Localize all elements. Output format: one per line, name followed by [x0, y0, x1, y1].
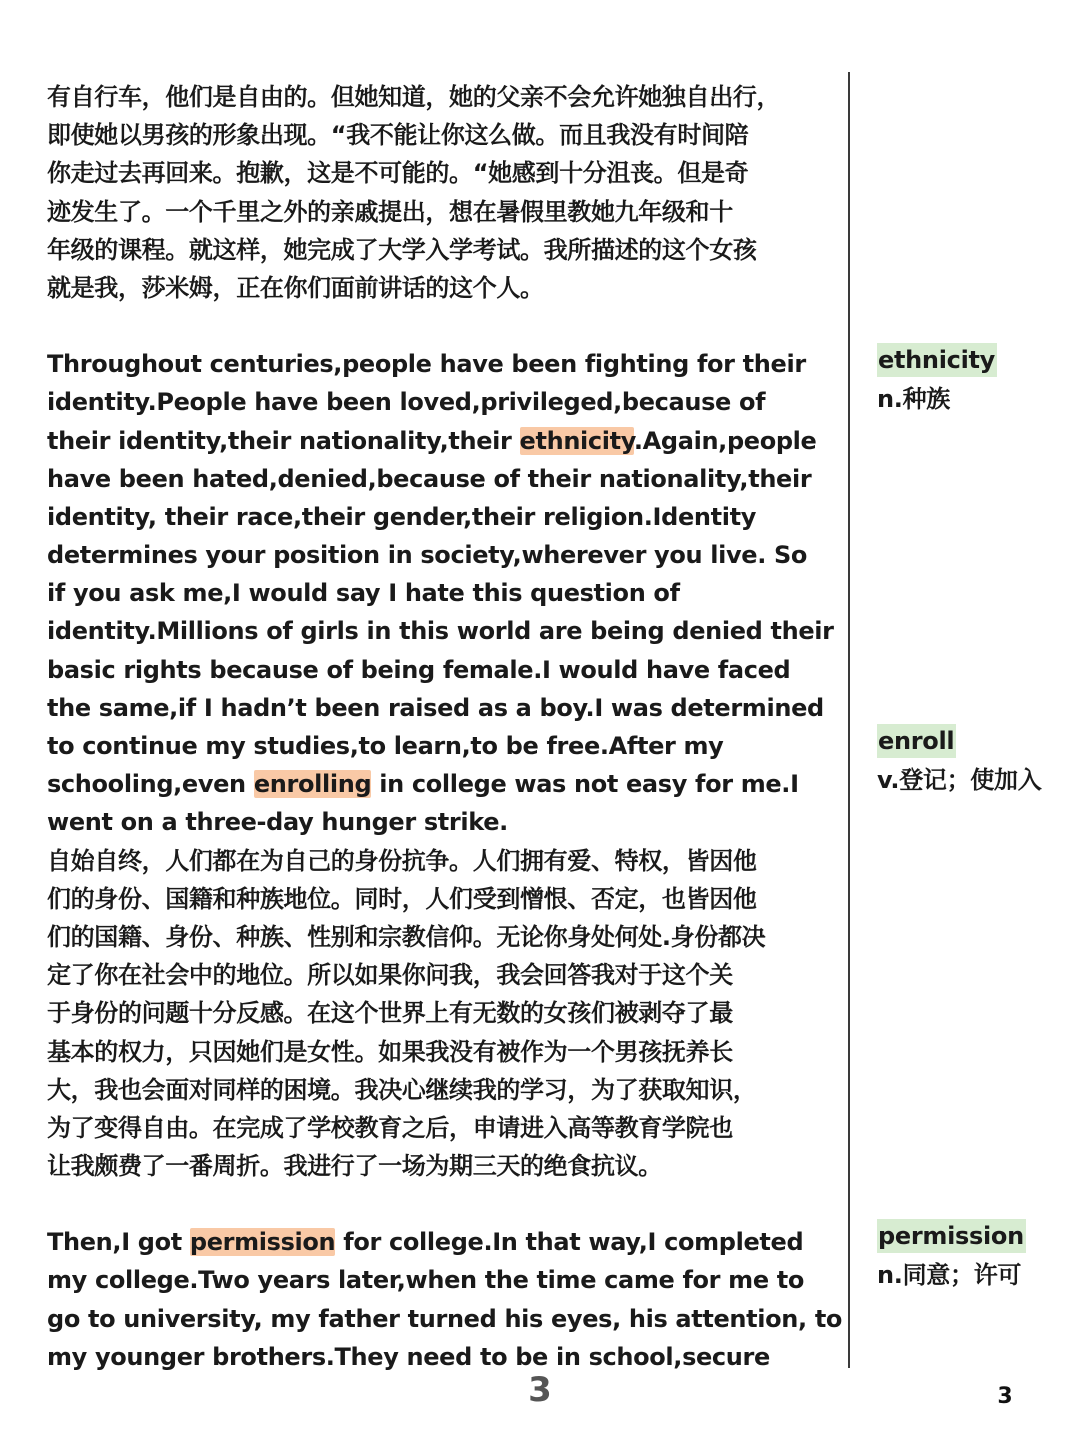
- paragraph-english-2: [47, 345, 834, 841]
- text-line: went on a three-day hunger strike.: [47, 808, 508, 837]
- text-line: to continue my studies,to learn,to be free.After my: [47, 732, 724, 760]
- page-number: 3: [528, 1370, 552, 1410]
- text-line: the same,if I hadn’t been raised as a boy.I was determined: [47, 693, 824, 722]
- text-line: 基本的权力，只因她们是女性。如果我没有被作为一个男孩抚养长: [47, 1037, 733, 1066]
- text-line: identity.Millions of girls in this world are being denied their: [47, 617, 834, 646]
- highlighted-word-enrolling: enrolling: [253, 770, 372, 799]
- highlighted-word-ethnicity: ethnicity: [519, 426, 634, 455]
- text-fragment: Then,I got: [47, 1228, 190, 1257]
- text-fragment: their identity,their nationality,their: [47, 426, 520, 455]
- text-fragment: .Again,people: [633, 426, 817, 455]
- vocab-word: enroll: [877, 724, 956, 758]
- text-line: 即使她以男孩的形象出现。“我不能让你这么做。而且我没有时间陪: [47, 121, 749, 150]
- text-line: 你走过去再回来。抱歉，这是不可能的。“她感到十分沮丧。但是奇: [47, 159, 749, 188]
- column-divider: [848, 72, 850, 1368]
- text-line: 迹发生了。一个千里之外的亲戚提出，想在暑假里教她九年级和十: [47, 197, 733, 226]
- text-line: my college.Two years later,when the time came for me to: [47, 1266, 805, 1295]
- text-line: if you ask me,I would say I hate this question of: [47, 579, 680, 608]
- text-line: 就是我，莎米姆，正在你们面前讲话的这个人。: [47, 273, 544, 302]
- page-number-corner: 3: [997, 1384, 1013, 1409]
- passage: [47, 78, 843, 1376]
- vocab-word: permission: [877, 1219, 1026, 1253]
- vocab-definition: v.登记；使加入: [877, 766, 1042, 794]
- text-line: go to university, my father turned his eyes, his attention, to: [47, 1304, 843, 1333]
- text-line: have been hated,denied,because of their nationality,their: [47, 464, 812, 493]
- text-line: [47, 422, 827, 460]
- text-line: basic rights because of being female.I would have faced: [47, 655, 791, 684]
- vocab-entry-permission: [877, 1219, 1026, 1295]
- text-line: identity.People have been loved,privileged,because of: [47, 388, 766, 417]
- text-line: 让我颇费了一番周折。我进行了一场为期三天的绝食抗议。: [47, 1152, 662, 1181]
- text-line: 自始自终，人们都在为自己的身份抗争。人们拥有爱、特权，皆因他: [47, 846, 757, 875]
- text-fragment: in college was not easy for me.I: [371, 770, 799, 799]
- text-line: 为了变得自由。在完成了学校教育之后，申请进入高等教育学院也: [47, 1113, 733, 1142]
- text-line: 有自行车，他们是自由的。但她知道，她的父亲不会允许她独自出行，: [47, 83, 781, 111]
- text-line: 定了你在社会中的地位。所以如果你问我，我会回答我对于这个关: [47, 961, 733, 990]
- paragraph-chinese-2: [47, 842, 827, 1186]
- vocab-entry-ethnicity: [877, 343, 997, 419]
- text-line: 们的国籍、身份、种族、性别和宗教信仰。无论你身处何处.身份都决: [47, 922, 766, 951]
- paragraph-chinese-1: [47, 78, 827, 307]
- vocab-word: ethnicity: [877, 343, 997, 377]
- text-fragment: for college.In that way,I completed: [335, 1228, 804, 1257]
- text-line: Throughout centuries,people have been fighting for their: [47, 350, 806, 379]
- text-fragment: schooling,even: [47, 770, 254, 799]
- text-line: 大，我也会面对同样的困境。我决心继续我的学习，为了获取知识，: [47, 1075, 757, 1104]
- text-line: 年级的课程。就这样，她完成了大学入学考试。我所描述的这个女孩: [47, 235, 757, 264]
- vocab-entry-enroll: [877, 724, 1041, 800]
- vocab-definition: n.同意；许可: [877, 1261, 1022, 1289]
- text-line: [47, 1223, 827, 1261]
- highlighted-word-permission: permission: [189, 1228, 336, 1257]
- vocab-definition: n.种族: [877, 385, 951, 413]
- text-line: determines your position in society,wherever you live. So: [47, 541, 808, 570]
- text-line: 于身份的问题十分反感。在这个世界上有无数的女孩们被剥夺了最: [47, 999, 733, 1028]
- text-line: identity, their race,their gender,their religion.Identity: [47, 502, 757, 531]
- paragraph-english-3: [47, 1223, 843, 1376]
- text-line: [47, 765, 827, 803]
- text-line: 们的身份、国籍和种族地位。同时，人们受到憎恨、否定，也皆因他: [47, 884, 757, 913]
- text-line: my younger brothers.They need to be in school,secure: [47, 1342, 770, 1371]
